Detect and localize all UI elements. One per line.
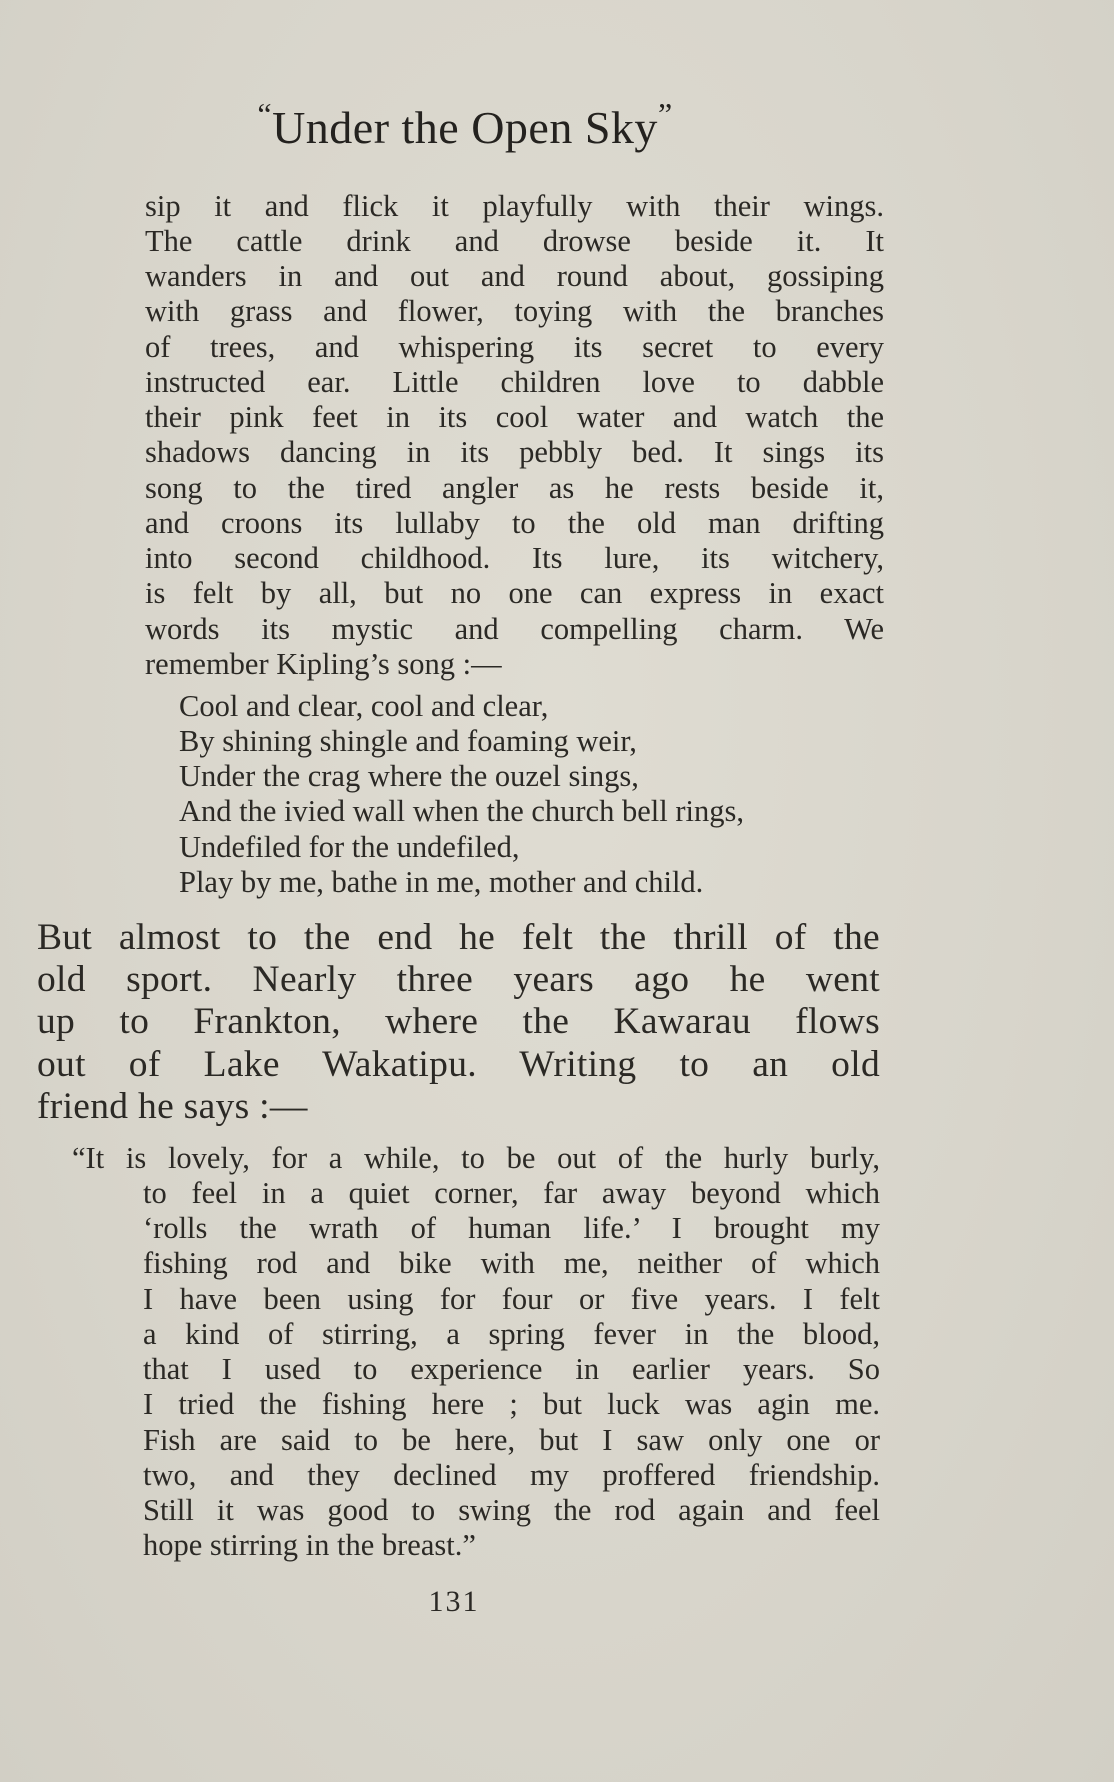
paragraph-line: with grass and flower, toying with the branches bbox=[145, 294, 884, 328]
paragraph-line: up to Frankton, where the Kawarau flows bbox=[37, 1001, 880, 1042]
letter-line: I tried the fishing here ; but luck was agin me. bbox=[143, 1387, 880, 1421]
letter-line: ‘rolls the wrath of human life.’ I brought my bbox=[143, 1211, 880, 1245]
paragraph-line: out of Lake Wakatipu. Writing to an old bbox=[37, 1044, 880, 1085]
letter-line: “It is lovely, for a while, to be out of the hurly burly, bbox=[72, 1141, 880, 1175]
page-number: 131 bbox=[428, 1585, 480, 1618]
letter-line: Fish are said to be here, but I saw only one or bbox=[143, 1423, 880, 1457]
poem-line: Cool and clear, cool and clear, bbox=[179, 689, 549, 723]
poem-line: Play by me, bathe in me, mother and child. bbox=[179, 865, 704, 899]
running-head-title: Under the Open Sky bbox=[272, 102, 658, 153]
running-head bbox=[0, 96, 930, 154]
paragraph-line: instructed ear. Little children love to dabble bbox=[145, 365, 884, 399]
poem-line: Undefiled for the undefiled, bbox=[179, 830, 520, 864]
paragraph-line: is felt by all, but no one can express in exact bbox=[145, 576, 884, 610]
paragraph-line: old sport. Nearly three years ago he went bbox=[37, 959, 880, 1000]
letter-line: I have been using for four or five years. I felt bbox=[143, 1282, 880, 1316]
letter-line: to feel in a quiet corner, far away beyond which bbox=[143, 1176, 880, 1210]
letter-line: that I used to experience in earlier years. So bbox=[143, 1352, 880, 1386]
paragraph-line: The cattle drink and drowse beside it. It bbox=[145, 224, 884, 258]
paragraph-line: shadows dancing in its pebbly bed. It sings its bbox=[145, 435, 884, 469]
letter-line: hope stirring in the breast.” bbox=[143, 1528, 476, 1562]
paragraph-line: into second childhood. Its lure, its witchery, bbox=[145, 541, 884, 575]
paragraph-line: remember Kipling’s song :— bbox=[145, 647, 502, 681]
paragraph-line: friend he says :— bbox=[37, 1086, 308, 1127]
paragraph-line: But almost to the end he felt the thrill of the bbox=[37, 917, 880, 958]
running-head-open-quote: “ bbox=[257, 96, 273, 132]
letter-line: two, and they declined my proffered friendship. bbox=[143, 1458, 880, 1492]
running-head-close-quote: ” bbox=[657, 96, 673, 132]
poem-line: Under the crag where the ouzel sings, bbox=[179, 759, 639, 793]
letter-line: Still it was good to swing the rod again and feel bbox=[143, 1493, 880, 1527]
paragraph-line: words its mystic and compelling charm. We bbox=[145, 612, 884, 646]
paragraph-line: sip it and flick it playfully with their wings. bbox=[145, 189, 884, 223]
poem-line: By shining shingle and foaming weir, bbox=[179, 724, 637, 758]
paragraph-line: wanders in and out and round about, gossiping bbox=[145, 259, 884, 293]
paragraph-line: song to the tired angler as he rests beside it, bbox=[145, 471, 884, 505]
paragraph-line: and croons its lullaby to the old man drifting bbox=[145, 506, 884, 540]
letter-line: fishing rod and bike with me, neither of which bbox=[143, 1246, 880, 1280]
poem-line: And the ivied wall when the church bell rings, bbox=[179, 794, 744, 828]
letter-line: a kind of stirring, a spring fever in the blood, bbox=[143, 1317, 880, 1351]
paragraph-line: their pink feet in its cool water and watch the bbox=[145, 400, 884, 434]
paragraph-line: of trees, and whispering its secret to every bbox=[145, 330, 884, 364]
